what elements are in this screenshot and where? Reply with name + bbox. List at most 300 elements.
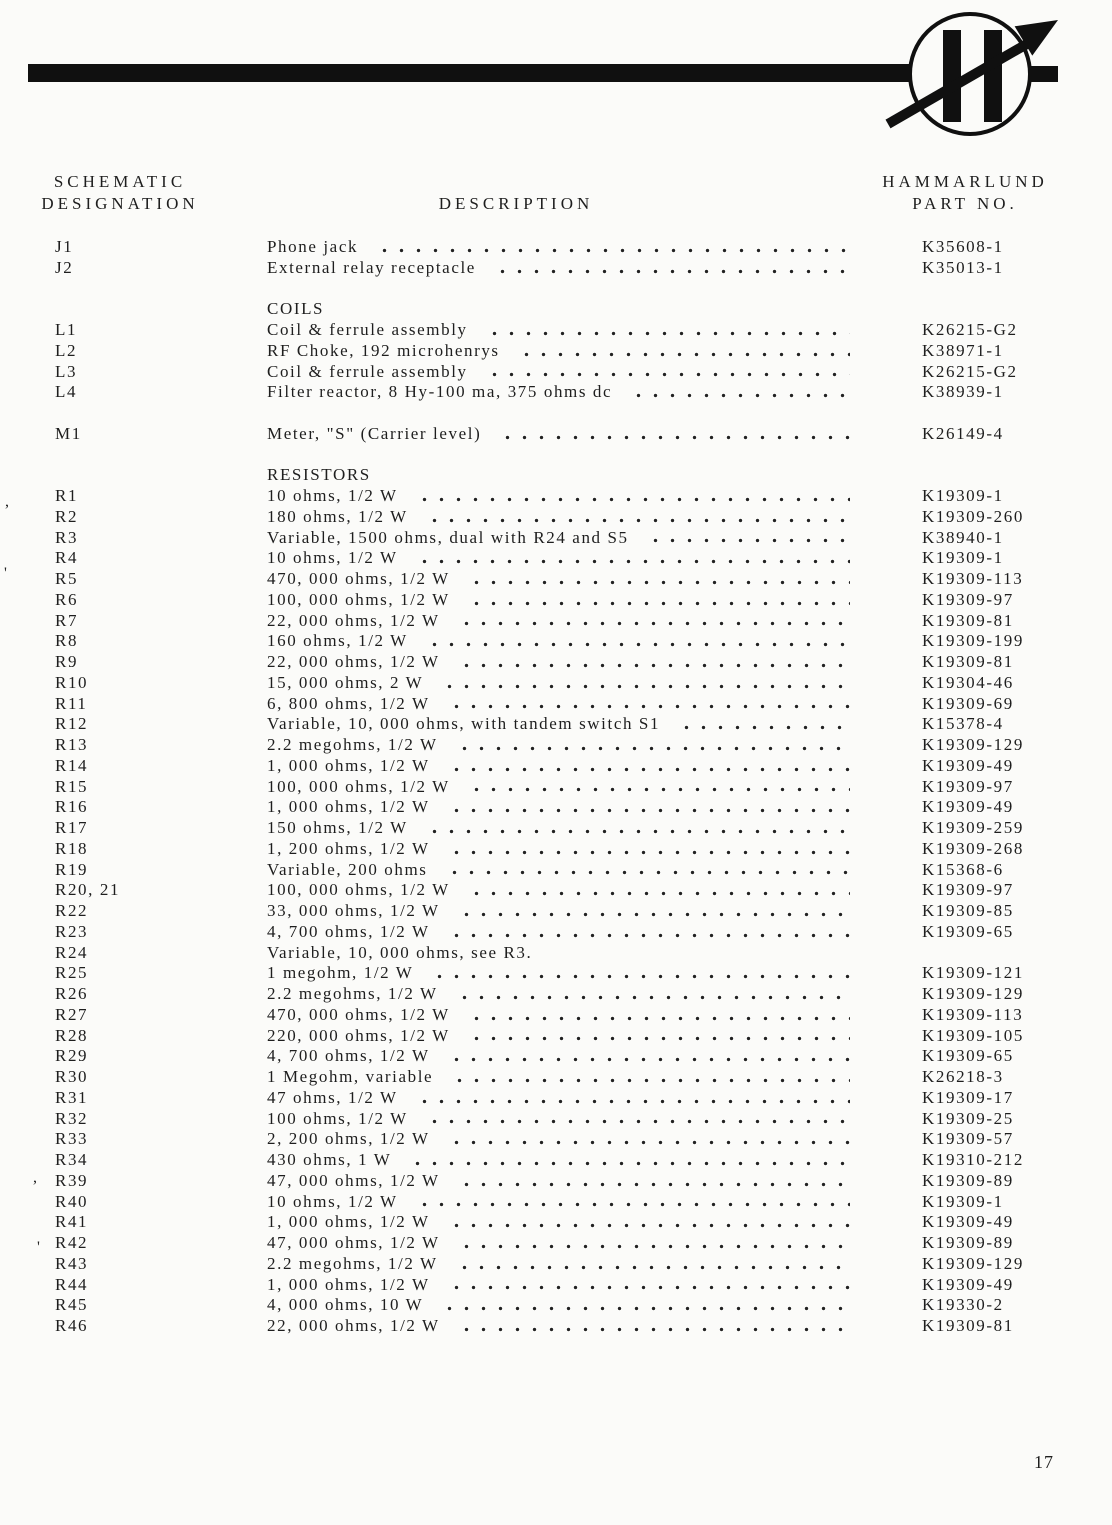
description-cell	[267, 1129, 852, 1150]
schematic-designation: R15	[55, 776, 89, 796]
dot-leader	[448, 1129, 850, 1150]
section-header-cell	[267, 299, 852, 320]
part-number: K19309-69	[922, 693, 1014, 713]
part-number: K19309-129	[922, 1253, 1024, 1273]
schematic-designation: R9	[55, 652, 79, 671]
parts-table-row	[0, 424, 1112, 445]
schematic-header-line2: DESIGNATION	[41, 194, 199, 213]
dot-leader	[426, 818, 850, 839]
schematic-designation: L3	[55, 361, 78, 381]
schematic-designation: R10	[55, 672, 89, 692]
description-text: 1, 200 ohms, 1/2 W	[267, 838, 430, 858]
parts-table-row	[0, 237, 1112, 258]
dot-leader	[486, 320, 850, 341]
part-number: K19309-105	[922, 1025, 1024, 1045]
parts-table-row	[0, 860, 1112, 881]
schematic-designation: M1	[55, 423, 82, 443]
spacer-row	[0, 403, 1112, 424]
parts-table-row	[0, 797, 1112, 818]
parts-table-row	[0, 673, 1112, 694]
dot-leader	[518, 341, 850, 362]
section-header-row	[0, 465, 1112, 486]
parts-table-row	[0, 1192, 1112, 1213]
description-text: 100 ohms, 1/2 W	[267, 1108, 408, 1128]
description-cell	[267, 1192, 852, 1213]
dot-leader	[416, 1192, 850, 1213]
part-number: K19309-25	[922, 1108, 1014, 1128]
description-text: Meter, "S" (Carrier level)	[267, 423, 482, 443]
parts-table-row	[0, 984, 1112, 1005]
schematic-designation: R18	[55, 838, 89, 858]
schematic-designation: R30	[55, 1067, 89, 1086]
description-cell	[267, 258, 852, 279]
description-text: 47, 000 ohms, 1/2 W	[267, 1233, 440, 1252]
parts-table-row	[0, 1295, 1112, 1316]
part-number: K38939-1	[922, 382, 1004, 402]
schematic-designation: R46	[55, 1316, 89, 1335]
description-cell	[267, 507, 852, 528]
parts-table-row	[0, 818, 1112, 839]
schematic-designation: J2	[55, 257, 74, 277]
parts-table	[0, 237, 1112, 1337]
parts-table-row	[0, 1109, 1112, 1130]
column-header-description	[416, 193, 616, 215]
description-cell	[267, 1109, 852, 1130]
dot-leader	[647, 528, 850, 549]
description-cell	[267, 631, 852, 652]
description-text: 47, 000 ohms, 1/2 W	[267, 1170, 440, 1190]
parts-table-row	[0, 1046, 1112, 1067]
description-cell	[267, 777, 852, 798]
part-number: K19309-199	[922, 631, 1024, 651]
schematic-designation: R39	[55, 1170, 89, 1190]
schematic-designation: R41	[55, 1212, 89, 1232]
schematic-designation: R32	[55, 1108, 89, 1128]
description-cell	[267, 652, 852, 673]
spacer-row	[0, 445, 1112, 466]
parts-table-row	[0, 548, 1112, 569]
dot-leader	[448, 797, 850, 818]
dot-leader	[426, 507, 850, 528]
parts-table-row	[0, 486, 1112, 507]
schematic-designation: R4	[55, 548, 79, 568]
description-text: 100, 000 ohms, 1/2 W	[267, 880, 450, 900]
description-text: Variable, 10, 000 ohms, see R3.	[267, 942, 533, 962]
schematic-designation: L4	[55, 382, 78, 402]
dot-leader	[426, 1109, 850, 1130]
description-cell	[267, 1212, 852, 1233]
parts-table-row	[0, 590, 1112, 611]
description-text: 1, 000 ohms, 1/2 W	[267, 1274, 430, 1294]
parts-table-row	[0, 963, 1112, 984]
schematic-designation: R11	[55, 693, 88, 713]
description-cell	[267, 382, 852, 403]
description-text: 150 ohms, 1/2 W	[267, 818, 408, 837]
parts-table-row	[0, 694, 1112, 715]
schematic-designation: L1	[55, 320, 78, 339]
section-header-cell	[267, 465, 852, 486]
description-text: 47 ohms, 1/2 W	[267, 1087, 398, 1107]
description-cell	[267, 984, 852, 1005]
description-text: 180 ohms, 1/2 W	[267, 506, 408, 526]
schematic-designation: R29	[55, 1046, 89, 1066]
description-text: 1, 000 ohms, 1/2 W	[267, 755, 430, 775]
part-number: K19309-97	[922, 776, 1014, 796]
column-header-schematic-designation	[25, 171, 215, 215]
dot-leader	[456, 1254, 850, 1275]
parts-table-row	[0, 943, 1112, 964]
part-number: K26215-G2	[922, 320, 1018, 339]
dot-leader	[678, 714, 850, 735]
part-number: K15368-6	[922, 859, 1004, 879]
parts-table-row	[0, 839, 1112, 860]
description-cell	[267, 735, 852, 756]
dot-leader	[376, 237, 850, 258]
schematic-designation: R14	[55, 755, 89, 775]
parts-table-row	[0, 1088, 1112, 1109]
description-cell	[267, 1171, 852, 1192]
description-cell	[267, 839, 852, 860]
part-number: K19309-65	[922, 1046, 1014, 1066]
dot-leader	[468, 1005, 850, 1026]
schematic-designation: R12	[55, 714, 89, 734]
description-cell	[267, 611, 852, 632]
parts-table-row	[0, 1233, 1112, 1254]
schematic-designation: R19	[55, 859, 89, 879]
dot-leader	[456, 984, 850, 1005]
dot-leader	[448, 756, 850, 777]
description-text: 470, 000 ohms, 1/2 W	[267, 569, 450, 588]
part-number: K19309-17	[922, 1087, 1014, 1107]
part-number: K19309-89	[922, 1170, 1014, 1190]
part-number: K19309-129	[922, 735, 1024, 754]
parts-table-row	[0, 922, 1112, 943]
dot-leader	[448, 1046, 850, 1067]
dot-leader	[441, 673, 850, 694]
schematic-designation: R28	[55, 1025, 89, 1045]
description-text: 22, 000 ohms, 1/2 W	[267, 1316, 440, 1335]
parts-table-row	[0, 880, 1112, 901]
parts-table-row	[0, 1026, 1112, 1047]
schematic-designation: R24	[55, 942, 89, 962]
section-label: RESISTORS	[267, 465, 371, 485]
spacer-row	[0, 279, 1112, 300]
part-number: K19309-259	[922, 818, 1024, 837]
dot-leader	[468, 1026, 850, 1047]
part-number: K19309-81	[922, 652, 1014, 671]
part-number: K19330-2	[922, 1295, 1004, 1315]
parts-table-row	[0, 341, 1112, 362]
description-text: 6, 800 ohms, 1/2 W	[267, 693, 430, 713]
description-text: 2.2 megohms, 1/2 W	[267, 735, 438, 754]
description-cell	[267, 714, 852, 735]
description-text: 10 ohms, 1/2 W	[267, 548, 398, 568]
schematic-header-line1: SCHEMATIC	[53, 172, 187, 191]
part-number: K19309-1	[922, 1191, 1004, 1211]
parts-table-row	[0, 569, 1112, 590]
parts-table-row	[0, 756, 1112, 777]
dot-leader	[448, 1275, 850, 1296]
part-number: K19309-97	[922, 880, 1014, 900]
part-number: K19309-1	[922, 548, 1004, 568]
schematic-designation: R2	[55, 506, 79, 526]
description-text: Coil & ferrule assembly	[267, 361, 468, 381]
parts-table-row	[0, 1150, 1112, 1171]
description-cell	[267, 569, 852, 590]
parts-table-row	[0, 1067, 1112, 1088]
schematic-designation: R17	[55, 818, 89, 837]
description-header: DESCRIPTION	[438, 194, 594, 213]
description-text: 1, 000 ohms, 1/2 W	[267, 797, 430, 817]
part-number: K19310-212	[922, 1150, 1024, 1169]
schematic-designation: R33	[55, 1129, 89, 1149]
part-number: K35608-1	[922, 237, 1004, 256]
dot-leader	[441, 1295, 850, 1316]
dot-leader	[456, 735, 850, 756]
description-cell	[267, 901, 852, 922]
dot-leader	[468, 777, 850, 798]
masthead-bar	[28, 64, 912, 82]
part-number: K19309-113	[922, 569, 1024, 588]
description-cell	[267, 880, 852, 901]
dot-leader	[446, 860, 850, 881]
schematic-designation: R31	[55, 1087, 89, 1107]
parts-table-row	[0, 631, 1112, 652]
part-number: K19309-85	[922, 901, 1014, 920]
dot-leader	[458, 1233, 850, 1254]
schematic-designation: R23	[55, 921, 89, 941]
description-text: 2, 200 ohms, 1/2 W	[267, 1129, 430, 1149]
description-text: 4, 700 ohms, 1/2 W	[267, 921, 430, 941]
description-cell	[267, 1046, 852, 1067]
parts-table-row	[0, 777, 1112, 798]
part-number: K19309-113	[922, 1004, 1024, 1024]
description-cell	[267, 1150, 852, 1171]
description-cell	[267, 797, 852, 818]
description-cell	[267, 320, 852, 341]
description-text: 220, 000 ohms, 1/2 W	[267, 1025, 450, 1045]
part-number: K19309-89	[922, 1233, 1014, 1252]
part-number: K19309-81	[922, 1316, 1014, 1335]
description-text: Variable, 10, 000 ohms, with tandem switch S1	[267, 714, 661, 734]
schematic-designation: R1	[55, 486, 79, 505]
description-cell	[267, 943, 852, 964]
parts-table-row	[0, 258, 1112, 279]
description-cell	[267, 818, 852, 839]
parts-table-row	[0, 714, 1112, 735]
description-cell	[267, 963, 852, 984]
description-text: 430 ohms, 1 W	[267, 1150, 392, 1169]
description-cell	[267, 673, 852, 694]
description-text: 4, 000 ohms, 10 W	[267, 1295, 424, 1315]
part-number: K19309-97	[922, 589, 1014, 609]
parts-table-row	[0, 652, 1112, 673]
dot-leader	[451, 1067, 850, 1088]
schematic-designation: L2	[55, 340, 78, 360]
part-number: K19309-57	[922, 1129, 1014, 1149]
description-text: 100, 000 ohms, 1/2 W	[267, 589, 450, 609]
description-cell	[267, 1275, 852, 1296]
dot-leader	[486, 362, 850, 383]
part-number: K26149-4	[922, 423, 1004, 443]
column-header-part-no	[865, 171, 1065, 215]
part-number: K38971-1	[922, 340, 1004, 360]
schematic-designation: R16	[55, 797, 89, 817]
parts-table-row	[0, 1212, 1112, 1233]
schematic-designation: R13	[55, 735, 89, 754]
parts-table-row	[0, 1275, 1112, 1296]
dot-leader	[458, 652, 850, 673]
description-text: 10 ohms, 1/2 W	[267, 486, 398, 505]
schematic-designation: R5	[55, 569, 79, 588]
part-number: K19309-1	[922, 486, 1004, 505]
part-number: K38940-1	[922, 527, 1004, 547]
description-cell	[267, 237, 852, 258]
part-number: K19309-49	[922, 1274, 1014, 1294]
description-text: 10 ohms, 1/2 W	[267, 1191, 398, 1211]
part-number: K19309-49	[922, 797, 1014, 817]
description-text: 2.2 megohms, 1/2 W	[267, 1253, 438, 1273]
schematic-designation: R25	[55, 963, 89, 983]
schematic-designation: R27	[55, 1004, 89, 1024]
part-header-line2: PART NO.	[912, 194, 1018, 213]
description-text: 470, 000 ohms, 1/2 W	[267, 1004, 450, 1024]
description-text: Variable, 1500 ohms, dual with R24 and S5	[267, 527, 629, 547]
schematic-designation: R22	[55, 901, 89, 920]
section-header-row	[0, 299, 1112, 320]
parts-table-row	[0, 1254, 1112, 1275]
description-cell	[267, 424, 852, 445]
hammarlund-h-arrow-logo	[0, 0, 1112, 160]
description-cell	[267, 1005, 852, 1026]
print-artifact: '	[4, 565, 7, 582]
schematic-designation: R40	[55, 1191, 89, 1211]
description-text: External relay receptacle	[267, 257, 476, 277]
schematic-designation: R20, 21	[55, 880, 121, 900]
part-number: K19309-81	[922, 610, 1014, 630]
schematic-designation: R7	[55, 610, 79, 630]
description-cell	[267, 756, 852, 777]
description-cell	[267, 922, 852, 943]
dot-leader	[630, 382, 850, 403]
description-cell	[267, 860, 852, 881]
part-header-line1: HAMMARLUND	[882, 172, 1048, 191]
description-text: 22, 000 ohms, 1/2 W	[267, 610, 440, 630]
part-number: K19309-65	[922, 921, 1014, 941]
print-artifact: ,	[5, 493, 9, 510]
description-cell	[267, 1067, 852, 1088]
print-artifact: '	[37, 1239, 40, 1256]
dot-leader	[416, 548, 850, 569]
part-number: K15378-4	[922, 714, 1004, 734]
description-cell	[267, 362, 852, 383]
description-text: 100, 000 ohms, 1/2 W	[267, 776, 450, 796]
description-text: 33, 000 ohms, 1/2 W	[267, 901, 440, 920]
part-number: K26218-3	[922, 1067, 1004, 1086]
schematic-designation: R34	[55, 1150, 89, 1169]
schematic-designation: R26	[55, 984, 89, 1003]
dot-leader	[448, 1212, 850, 1233]
parts-table-row	[0, 362, 1112, 383]
dot-leader	[448, 839, 850, 860]
parts-table-row	[0, 1316, 1112, 1337]
description-text: Phone jack	[267, 237, 359, 256]
description-text: 22, 000 ohms, 1/2 W	[267, 652, 440, 671]
schematic-designation: R42	[55, 1233, 89, 1252]
dot-leader	[448, 694, 850, 715]
dot-leader	[416, 1088, 850, 1109]
dot-leader	[416, 486, 850, 507]
part-number: K19309-129	[922, 984, 1024, 1003]
part-number: K19309-49	[922, 1212, 1014, 1232]
description-cell	[267, 1233, 852, 1254]
description-cell	[267, 590, 852, 611]
dot-leader	[468, 880, 850, 901]
description-cell	[267, 486, 852, 507]
dot-leader	[409, 1150, 850, 1171]
description-text: Filter reactor, 8 Hy-100 ma, 375 ohms dc	[267, 382, 613, 402]
description-cell	[267, 528, 852, 549]
parts-table-row	[0, 382, 1112, 403]
description-cell	[267, 341, 852, 362]
dot-leader	[468, 590, 850, 611]
description-cell	[267, 1026, 852, 1047]
parts-table-row	[0, 1129, 1112, 1150]
part-number: K19309-260	[922, 506, 1024, 526]
schematic-designation: R44	[55, 1274, 89, 1294]
description-text: 2.2 megohms, 1/2 W	[267, 984, 438, 1003]
dot-leader	[426, 631, 850, 652]
description-text: 160 ohms, 1/2 W	[267, 631, 408, 651]
description-cell	[267, 1295, 852, 1316]
description-cell	[267, 694, 852, 715]
description-text: 1, 000 ohms, 1/2 W	[267, 1212, 430, 1232]
dot-leader	[458, 1171, 850, 1192]
parts-table-row	[0, 320, 1112, 341]
description-cell	[267, 1254, 852, 1275]
part-number: K19309-268	[922, 838, 1024, 858]
page-number: 17	[1034, 1452, 1054, 1472]
description-cell	[267, 1088, 852, 1109]
parts-table-row	[0, 528, 1112, 549]
parts-table-row	[0, 1171, 1112, 1192]
parts-table-row	[0, 611, 1112, 632]
section-label: COILS	[267, 299, 325, 319]
dot-leader	[499, 424, 850, 445]
schematic-designation: R6	[55, 589, 79, 609]
schematic-designation: R45	[55, 1295, 89, 1315]
print-artifact: ,	[33, 1169, 37, 1186]
dot-leader	[458, 611, 850, 632]
parts-table-row	[0, 507, 1112, 528]
description-text: Variable, 200 ohms	[267, 859, 428, 879]
dot-leader	[448, 922, 850, 943]
schematic-designation: J1	[55, 237, 74, 256]
part-number: K26215-G2	[922, 361, 1018, 381]
description-cell	[267, 1316, 852, 1337]
description-cell	[267, 548, 852, 569]
part-number: K35013-1	[922, 257, 1004, 277]
parts-table-row	[0, 901, 1112, 922]
dot-leader	[431, 963, 850, 984]
description-text: 15, 000 ohms, 2 W	[267, 672, 424, 692]
schematic-designation: R8	[55, 631, 79, 651]
description-text: 1 megohm, 1/2 W	[267, 963, 414, 983]
schematic-designation: R43	[55, 1253, 89, 1273]
schematic-designation: R3	[55, 527, 79, 547]
part-number: K19304-46	[922, 672, 1014, 692]
parts-table-row	[0, 735, 1112, 756]
